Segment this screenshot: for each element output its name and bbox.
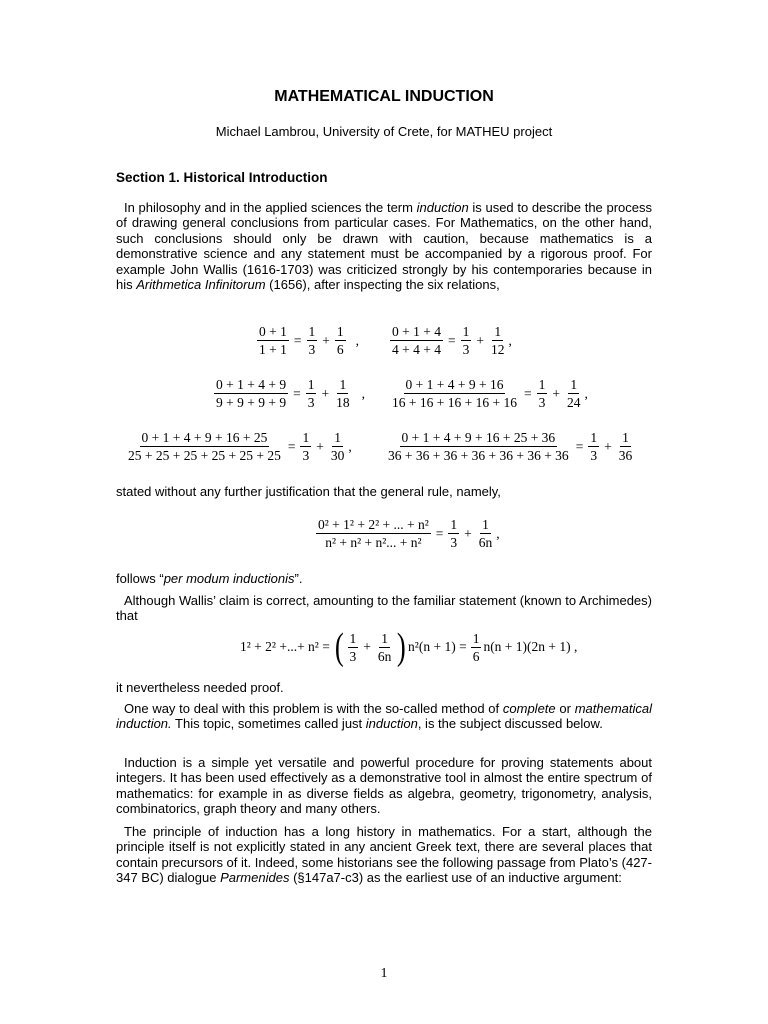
fraction-denominator: 3 (349, 648, 357, 664)
fraction-denominator: 36 + 36 + 36 + 36 + 36 + 36 + 36 (388, 448, 569, 463)
fraction-denominator: 3 (302, 448, 310, 463)
fraction-denominator: 3 (307, 395, 315, 410)
equation-6: $\frac{0 + 1 + 4 + 9 + 16 + 25 + 36}{36 + 36 + 36 + 36 + 36 + 36 + 36}$ = $\frac{1}{3}$ + $\frac{1}{36}$ (388, 430, 633, 463)
paragraph-one-way (116, 701, 652, 732)
equation-3: $\frac{0 + 1 + 4 + 9}{9 + 9 + 9 + 9}$ = $\frac{1}{3}$ + $\frac{1}{18}$ , (216, 377, 365, 410)
fraction-denominator: 25 + 25 + 25 + 25 + 25 + 25 (128, 448, 281, 463)
text-run: This topic, sometimes called just (171, 716, 366, 732)
fraction-denominator: 3 (450, 535, 458, 550)
fraction-denominator: 1 + 1 (259, 342, 287, 357)
fraction-denominator: n² + n² + n²... + n² (325, 535, 422, 550)
text-run: , is the subject discussed below. (417, 716, 603, 732)
fraction-numerator: 1 (462, 324, 470, 339)
fraction-numerator: 0 + 1 + 4 + 9 + 16 (405, 377, 504, 392)
fraction-numerator: 1 (570, 377, 578, 392)
fraction-denominator: 24 (566, 395, 581, 410)
fraction-numerator: 0 + 1 + 4 + 9 + 16 + 25 (141, 430, 268, 445)
fraction-numerator: 0 + 1 + 4 (392, 324, 441, 339)
fraction-denominator: 36 (618, 448, 633, 463)
fraction-denominator: 6 (472, 648, 480, 664)
equation-punctuation: , (355, 332, 359, 348)
fraction-numerator: 1 (590, 430, 598, 445)
paragraph-stated: stated without any further justification that the general rule, namely, (116, 484, 501, 499)
equation-punctuation: , (361, 385, 365, 401)
equation-4: $\frac{0 + 1 + 4 + 9 + 16}{16 + 16 + 16 + 16 + 16}$ = $\frac{1}{3}$ + $\frac{1}{24}$ , (392, 377, 588, 410)
term-induction: induction (365, 716, 418, 732)
fraction-denominator: 18 (336, 395, 350, 410)
fraction-denominator: 9 + 9 + 9 + 9 (216, 395, 287, 410)
equation-punctuation: , (496, 525, 500, 541)
fraction-numerator: 1 (472, 630, 480, 646)
equation-punctuation: , (348, 438, 352, 454)
text-run: (1656), after inspecting the six relations, (265, 277, 500, 293)
fraction-numerator: 0 + 1 + 4 + 9 (216, 377, 287, 392)
fraction-numerator: 0² + 1² + 2² + ... + n² (318, 517, 429, 532)
fraction-numerator: 1 (482, 517, 489, 532)
latin-phrase: per modum inductionis (163, 571, 295, 586)
fraction-numerator: 0 + 1 (259, 324, 287, 339)
fraction-numerator: 1 (307, 377, 315, 392)
fraction-denominator: 30 (330, 448, 345, 463)
fraction-numerator: 0 + 1 + 4 + 9 + 16 + 25 + 36 (401, 430, 556, 445)
fraction-denominator: 12 (490, 342, 505, 357)
equation-lhs: 1² + 2² +...+ n² = (240, 639, 330, 654)
equation-general-rule: $\frac{\text{0² + 1² + 2² + ... + n²}}{\text{n² + n² + n²... + n²}}$ = $\frac{1}{3}$ + $\frac{1}{6n}$ , (318, 517, 500, 550)
paragraph-follows (116, 571, 652, 586)
equation-sum-of-squares: 1² + 2² +...+ n² = ( $\frac{1}{3}$ + $\frac{1}{6n}$ ) n²(n + 1) = $\frac{1}{6}$ n(n + 1)(2n + 1) , (240, 626, 578, 668)
paragraph-intro (116, 200, 652, 292)
paragraph-principle-history (116, 824, 652, 886)
fraction-numerator: 1 (336, 324, 344, 339)
term-complete: complete (502, 701, 556, 716)
text-run: ”. (294, 571, 303, 586)
equation-2: $\frac{0 + 1 + 4}{4 + 4 + 4}$ = $\frac{1}{3}$ + $\frac{1}{12}$ , (392, 324, 512, 357)
text-run: is used to describe the process of drawing general conclusions from particular cases. For Mathematics, on the other hand, such conclusions should only be drawn with caution, because mathematics is a demonstrative science and any statement must be accompanied by a rigorous proof. For example John Wallis (1616-1703) was criticized strongly by his contemporaries because in his (116, 200, 652, 293)
fraction-numerator: 1 (339, 377, 347, 392)
fraction-numerator: 1 (538, 377, 546, 392)
page-number: 1 (380, 966, 388, 981)
paragraph-wallis-claim (116, 593, 652, 624)
paragraph-needed-proof: it nevertheless needed proof. (116, 680, 284, 695)
document-title: MATHEMATICAL INDUCTION (274, 88, 494, 105)
text-run: One way to deal with this problem is with the so-called method of (124, 701, 503, 716)
document-author: Michael Lambrou, University of Crete, for MATHEU project (215, 124, 553, 139)
text-run: follows “ (116, 571, 164, 586)
fraction-numerator: 1 (381, 630, 389, 646)
fraction-denominator: 3 (538, 395, 546, 410)
text-run: The principle of induction has a long history in mathematics. For a start, although the principle itself is not explicitly stated in any ancient Greek text, there are several places that contain precursors of it. Indeed, some historians see the following passage from Plato’s (427-347 BC) dialogue (116, 824, 652, 886)
fraction-denominator: 6n (377, 648, 392, 664)
fraction-denominator: 6n (478, 535, 493, 550)
term-induction: induction (416, 200, 469, 215)
equation-5: $\frac{0 + 1 + 4 + 9 + 16 + 25}{25 + 25 + 25 + 25 + 25 + 25}$ = $\frac{1}{3}$ + $\frac{1}{30}$ , (128, 430, 352, 463)
equation-1: $\frac{0 + 1}{1 + 1}$ = $\frac{1}{3}$ + $\frac{1}{6}$ , (259, 324, 359, 357)
equation-punctuation: , (584, 385, 588, 401)
fraction-denominator: 3 (462, 342, 470, 357)
fraction-denominator: 3 (590, 448, 598, 463)
fraction-numerator: 1 (302, 430, 310, 445)
fraction-numerator: 1 (308, 324, 316, 339)
text-run: or (555, 701, 575, 716)
paragraph-induction-simple (116, 755, 652, 817)
fraction-denominator: 16 + 16 + 16 + 16 + 16 (392, 395, 517, 410)
section-heading: Section 1. Historical Introduction (116, 170, 328, 185)
book-title: Arithmetica Infinitorum (136, 277, 266, 293)
fraction-numerator: 1 (494, 324, 502, 339)
text-run: In philosophy and in the applied sciences the term (124, 200, 417, 215)
text-run: Although Wallis’ claim is correct, amounting to the familiar statement (known to Archimedes) that (116, 593, 652, 624)
fraction-numerator: 1 (450, 517, 458, 532)
fraction-numerator: 1 (349, 630, 357, 646)
text-run: Induction is a simple yet versatile and powerful procedure for proving statements about integers. It has been used effectively as a demonstrative tool in almost the entire spectrum of mathematics: for example in as diverse fields as algebra, geometry, trigonometry, analysis, combinatorics, graph theory and many others. (116, 755, 652, 817)
fraction-numerator: 1 (334, 430, 341, 445)
dialogue-title: Parmenides (220, 870, 290, 886)
fraction-denominator: 3 (308, 342, 316, 357)
fraction-denominator: 4 + 4 + 4 (392, 342, 441, 357)
equation-middle: n²(n + 1) = (408, 639, 467, 654)
term-mathematical-induction: mathematical induction. (116, 701, 652, 732)
fraction-numerator: 1 (622, 430, 629, 445)
fraction-denominator: 6 (336, 342, 344, 357)
equation-punctuation: , (508, 332, 512, 348)
text-run: (§147a7-c3) as the earliest use of an inductive argument: (289, 870, 622, 886)
equation-rhs: n(n + 1)(2n + 1) , (483, 639, 578, 654)
